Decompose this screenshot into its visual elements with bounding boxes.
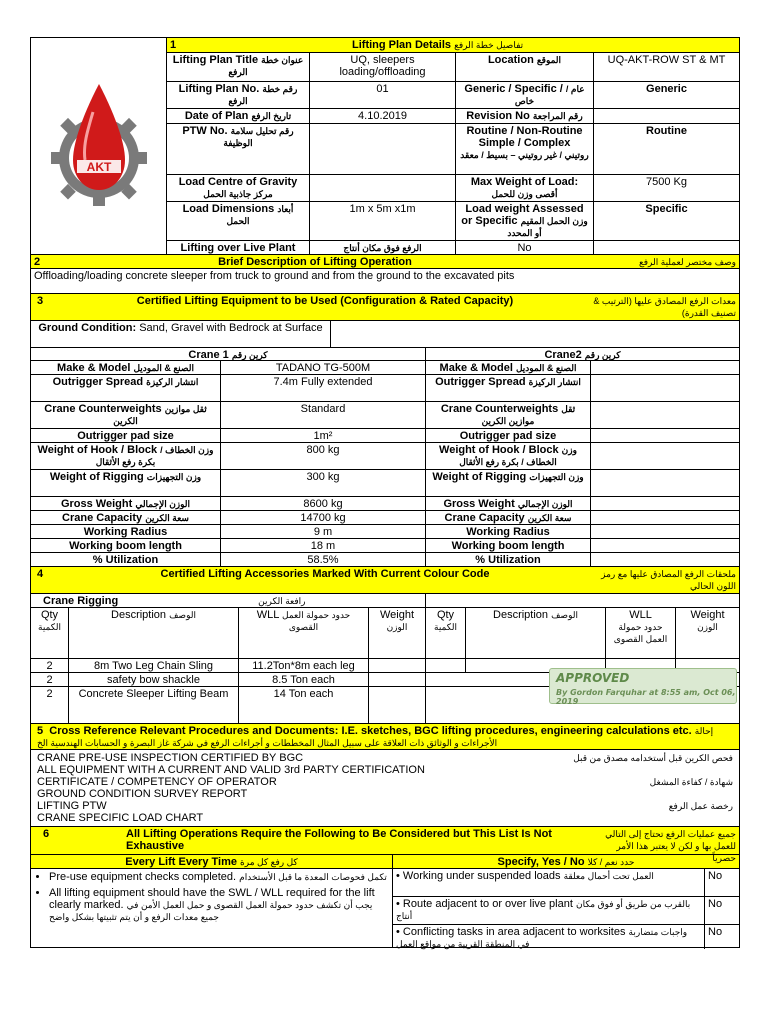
crane-1-spec-value: 58.5%	[221, 553, 426, 566]
section-title-ar: جميع عمليات الرفع تحتاج إلى التالي للعمل بها و لكن لا يعتبر هذا الأمر حصرياً	[605, 829, 736, 863]
spec-label: Crane Counterweights	[440, 403, 559, 415]
spec-label-ar: سعة الكرين	[145, 513, 189, 523]
list-item	[49, 871, 388, 883]
spec-label: Make & Model	[439, 362, 513, 374]
accessory-description: 8m Two Leg Chain Sling	[69, 659, 239, 672]
spec-label: Crane Counterweights	[44, 403, 162, 415]
rigging-row	[31, 594, 739, 608]
description-header-ar: الوصف	[551, 610, 578, 620]
field-label-ar: رقم المراجعة	[532, 111, 583, 121]
specify-list	[393, 869, 739, 947]
wll-header-ar: حدود حمولة العمل القصوى	[282, 610, 351, 632]
weight-header-ar: الوزن	[697, 622, 718, 632]
accessory-qty: 2	[31, 673, 69, 686]
spec-label: Weight of Hook / Block	[439, 444, 559, 456]
crane-1-spec-value: 14700 kg	[221, 511, 426, 524]
crane-2-spec-label	[426, 429, 591, 442]
spec-label-ar: انتشار الركيزة	[528, 377, 581, 387]
reference-line	[31, 800, 739, 812]
wll-header: WLL	[256, 609, 279, 621]
field-label-ar: روتيني / غير روتيني – بسيط / معقد	[460, 150, 589, 160]
weight-header: Weight	[690, 609, 725, 621]
field-label-ar: أقصى وزن للحمل	[491, 189, 558, 199]
section-number: 3	[37, 295, 44, 307]
accessories-header-row	[31, 608, 739, 659]
spec-label-ar: وزن التجهيزات	[146, 472, 202, 482]
section-5-body	[31, 750, 739, 827]
field-label-ar: رقم خطة الرفع	[228, 84, 298, 106]
accessory-wll: 11.2Ton*8m each leg	[239, 659, 369, 672]
crane-spec-row	[31, 443, 739, 470]
detail-row	[167, 241, 739, 254]
crane-1-spec-label	[31, 470, 221, 496]
spec-label: % Utilization	[475, 554, 541, 566]
field-label-ar: عام / خاص	[514, 84, 585, 106]
field-label-ar: الرفع فوق مكان أنتاج	[310, 241, 456, 254]
section-title: Cross Reference Relevant Procedures and Documents: I.E. sketches, BGC lifting procedures, engineering calculations etc.	[49, 725, 692, 737]
spec-label: Outrigger Spread	[435, 376, 526, 388]
spec-label-ar: وزن التجهيزات	[529, 472, 584, 482]
reference-text: CRANE SPECIFIC LOAD CHART	[37, 812, 204, 824]
field-value: No	[456, 241, 594, 254]
operation-description: Offloading/loading concrete sleeper from truck to ground and from the ground to the excavated pits	[34, 270, 515, 282]
section-title-ar: معدات الرفع المصادق عليها (الترتيب & تصنيف القدرة)	[593, 296, 736, 318]
field-label: Lifting over Live Plant	[167, 241, 310, 254]
crane-1-label: Crane 1	[188, 349, 229, 361]
qty-header-ar: الكمية	[38, 622, 61, 632]
section-1-header	[167, 38, 739, 53]
reference-line	[31, 776, 739, 788]
spec-label-ar: الوزن الإجمالي	[135, 499, 191, 509]
spec-label-ar: وزن الخطاف / بكرة رفع الأثقال	[95, 445, 214, 467]
accessory-qty: 2	[31, 687, 69, 723]
spec-label-ar: وزن الخطاف / بكرة رفع الأثقال	[459, 445, 577, 467]
field-label: Generic / Specific /	[464, 83, 563, 95]
crane-1-label-ar: كرين رقم	[231, 350, 268, 360]
section-number: 2	[34, 256, 41, 268]
list-item-text: Route adjacent to or over live plant	[402, 898, 573, 910]
section-title-ar: ملحقات الرفع المصادق عليها مع رمز اللون الحالي	[601, 569, 736, 591]
section-number: 4	[37, 568, 44, 580]
accessory-wll: 8.5 Ton each	[239, 673, 369, 686]
description-header-ar: الوصف	[169, 610, 196, 620]
field-value: 4.10.2019	[310, 109, 456, 123]
section-title-ar: إحالة الأجراءات و الوثائق ذات العلاقة على سبيل المثال المخططات و أجراءات الرفع في شركة غاز البصرة و الحسابات الهندسية الخ	[37, 726, 714, 748]
section-1	[31, 38, 739, 255]
crane-1-spec-label	[31, 539, 221, 552]
crane-1-spec-label	[31, 497, 221, 510]
section-4-header	[31, 567, 739, 594]
spec-label: Outrigger pad size	[459, 430, 557, 442]
crane-2-spec-value	[591, 429, 739, 442]
detail-row	[167, 175, 739, 202]
approved-stamp	[549, 668, 737, 704]
spec-label-ar: الصنع & الموديل	[515, 363, 577, 373]
list-item	[49, 887, 388, 923]
right-column-header: Specify, Yes / No	[497, 856, 585, 868]
reference-line	[31, 752, 739, 764]
spec-label-ar: سعة الكرين	[527, 513, 572, 523]
crane-1-spec-value: 800 kg	[221, 443, 426, 469]
list-item: • Working under suspended loads العمل تحت أحمال معلقة No	[393, 869, 739, 897]
section-title: Certified Lifting Accessories Marked With Current Colour Code	[160, 568, 490, 580]
crane-1-spec-value: 9 m	[221, 525, 426, 538]
list-item-text-ar: بالقرب من طريق أو فوق مكان أنتاج	[396, 899, 691, 921]
reference-text: CERTIFICATE / COMPETENCY OF OPERATOR	[37, 776, 277, 788]
crane-2-spec-value	[591, 443, 739, 469]
field-label-ar: وزن الحمل المقيم أو المحدد	[507, 216, 588, 238]
spec-label-ar: انتشار الركيزة	[146, 377, 199, 387]
left-column-header-ar: كل رفع كل مرة	[240, 857, 298, 867]
crane-1-spec-value: 18 m	[221, 539, 426, 552]
section-title-ar: تفاصيل خطة الرفع	[454, 40, 524, 50]
crane-1-spec-label	[31, 553, 221, 566]
field-label: Date of Plan	[184, 110, 249, 122]
section-number: 6	[43, 828, 50, 840]
answer-value: No	[708, 898, 723, 910]
crane-2-spec-value	[591, 553, 739, 566]
wll-header-ar: حدود حمولة العمل القصوى	[613, 622, 668, 644]
every-lift-list	[31, 869, 393, 947]
spec-label: Working Radius	[466, 526, 550, 538]
reference-line	[31, 764, 739, 776]
reference-text-ar: رخصة عمل الرفع	[668, 801, 733, 811]
stamp-title: APPROVED	[556, 671, 630, 685]
spec-label: % Utilization	[92, 554, 159, 566]
field-label: Load Dimensions	[182, 203, 275, 215]
spec-label: Make & Model	[57, 362, 131, 374]
spec-label: Working boom length	[69, 540, 182, 552]
field-value: UQ, sleepers loading/offloading	[310, 53, 456, 81]
gear-drop-logo-icon	[53, 82, 145, 210]
crane-1-spec-label	[31, 361, 221, 374]
spec-label: Outrigger Spread	[52, 376, 144, 388]
section-5-header	[31, 724, 739, 750]
field-value: Specific	[645, 203, 688, 215]
spec-label: Working Radius	[83, 526, 168, 538]
crane-spec-row	[31, 553, 739, 567]
spec-label-ar: الصنع & الموديل	[133, 363, 194, 373]
field-label: Load weight Assessed or Specific	[461, 203, 584, 227]
section-2-header	[31, 255, 739, 269]
crane-spec-row	[31, 470, 739, 497]
wll-header: WLL	[629, 609, 652, 621]
spec-label: Weight of Hook / Block	[37, 444, 158, 456]
list-item-text: Conflicting tasks in area adjacent to worksites	[402, 926, 626, 938]
crane-1-spec-value: 300 kg	[221, 470, 426, 496]
crane-2-label: Crane2	[544, 349, 582, 361]
crane-2-spec-label	[426, 470, 591, 496]
spec-label: Outrigger pad size	[77, 430, 174, 442]
detail-row	[167, 53, 739, 82]
spec-label: Weight of Rigging	[49, 471, 144, 483]
list-item-text-ar: يجب أن تكشف حدود حمولة العمل القصوى و حمل العمل الأمن في جميع معدات الرفع و أن يتم تثبيتها بشكل واضح	[49, 900, 373, 922]
spec-label-ar: الوزن الإجمالي	[517, 499, 573, 509]
crane-2-spec-value	[591, 402, 739, 428]
rigging-label-ar: رافعة الكرين	[258, 596, 306, 606]
section-title: All Lifting Operations Require the Following to Be Considered but This List Is Not Exhaustive	[126, 828, 552, 852]
section-title: Certified Lifting Equipment to be Used (Configuration & Rated Capacity)	[136, 295, 514, 307]
field-label-ar: تاريخ الرفع	[251, 111, 292, 121]
crane-spec-row	[31, 402, 739, 429]
crane-2-spec-value	[591, 470, 739, 496]
reference-text: GROUND CONDITION SURVEY REPORT	[37, 788, 248, 800]
crane-1-spec-label	[31, 375, 221, 401]
ground-condition-value: Sand, Gravel with Bedrock at Surface	[139, 322, 323, 334]
crane-header-row	[31, 348, 739, 361]
field-label: Lifting Plan Title	[172, 54, 259, 66]
crane-2-spec-value	[591, 539, 739, 552]
weight-header: Weight	[379, 609, 415, 621]
crane-2-spec-label	[426, 525, 591, 538]
spec-label: Gross Weight	[60, 498, 133, 510]
crane-2-label-ar: كرين رقم	[584, 350, 621, 360]
crane-2-spec-value	[591, 511, 739, 524]
crane-2-spec-value	[591, 375, 739, 401]
crane-1-spec-label	[31, 402, 221, 428]
crane-2-spec-label	[426, 443, 591, 469]
crane-2-spec-value	[591, 525, 739, 538]
field-label: Revision No	[466, 110, 530, 122]
answer-value: No	[708, 926, 723, 938]
field-label-ar: مركز جاذبية الحمل	[203, 189, 273, 199]
crane-spec-row	[31, 539, 739, 553]
company-logo	[31, 38, 167, 254]
detail-row	[167, 109, 739, 124]
reference-text: LIFTING PTW	[37, 800, 107, 812]
crane-1-spec-value: 8600 kg	[221, 497, 426, 510]
detail-row	[167, 82, 739, 109]
field-label: Lifting Plan No.	[178, 83, 260, 95]
spec-label: Crane Capacity	[62, 512, 143, 524]
section-2-body	[31, 269, 739, 294]
rigging-label: Crane Rigging	[43, 595, 119, 607]
crane-spec-row	[31, 375, 739, 402]
crane-2-spec-label	[426, 511, 591, 524]
list-item-text-ar: تكمل فحوصات المعدة ما قبل الأستخدام	[239, 872, 387, 882]
crane-spec-row	[31, 429, 739, 443]
field-label-ar: رقم تحليل سلامة الوظيفة	[223, 126, 294, 148]
qty-header-ar: الكمية	[434, 622, 457, 632]
spec-label: Weight of Rigging	[432, 471, 527, 483]
crane-1-spec-label	[31, 511, 221, 524]
stamp-approver: By Gordon Farquhar at 8:55 am, Oct 06, 2019	[556, 688, 736, 706]
spec-label-ar: ثقل موازين الكرين	[481, 404, 576, 426]
field-label: Location	[487, 54, 534, 66]
logo-text: AKT	[86, 160, 111, 174]
qty-header: Qty	[40, 609, 59, 621]
qty-header: Qty	[436, 609, 455, 621]
crane-2-spec-label	[426, 497, 591, 510]
spec-label: Working boom length	[451, 540, 565, 552]
weight-header-ar: الوزن	[386, 622, 408, 632]
field-label: Max Weight of Load:	[470, 176, 579, 188]
section-6-body	[31, 869, 739, 947]
section-title-ar: وصف مختصر لعملية الرفع	[638, 257, 736, 267]
lifting-plan-details	[167, 38, 739, 254]
crane-1-spec-value: TADANO TG-500M	[221, 361, 426, 374]
section-number: 1	[170, 39, 177, 51]
crane-2-spec-label	[426, 402, 591, 428]
crane-spec-table	[31, 361, 739, 567]
reference-text-ar: فحص الكرين قبل أستخدامه مصدق من قبل	[573, 753, 733, 763]
field-value: 7500 Kg	[646, 176, 687, 188]
description-header: Description	[111, 609, 167, 621]
section-6-subheader	[31, 855, 739, 869]
crane-2-spec-label	[426, 361, 591, 374]
spec-label: Gross Weight	[443, 498, 515, 510]
detail-row	[167, 124, 739, 175]
list-item-text-ar: العمل تحت أحمال معلقة	[563, 871, 654, 881]
list-item-text: Pre-use equipment checks completed.	[49, 871, 237, 883]
reference-text: CRANE PRE-USE INSPECTION CERTIFIED BY BGC	[37, 752, 304, 764]
crane-2-spec-value	[591, 497, 739, 510]
accessory-wll: 14 Ton each	[239, 687, 369, 723]
field-value	[594, 109, 739, 123]
list-item-text: Working under suspended loads	[402, 870, 561, 882]
accessory-description: Concrete Sleeper Lifting Beam	[69, 687, 239, 723]
crane-1-spec-label	[31, 525, 221, 538]
field-value: 1m x 5m x1m	[310, 202, 456, 240]
answer-value: No	[708, 870, 723, 882]
description-header: Description	[493, 609, 549, 621]
field-label-ar: الموقع	[536, 55, 562, 65]
lifting-plan-form	[30, 37, 740, 948]
reference-line	[31, 812, 739, 824]
crane-2-spec-label	[426, 539, 591, 552]
crane-spec-row	[31, 525, 739, 539]
field-value	[310, 175, 456, 201]
section-3-header	[31, 294, 739, 321]
crane-1-spec-value: 7.4m Fully extended	[221, 375, 426, 401]
list-item-text-ar: واجبات متضاربة في المنطقة القريبة من مواقع العمل	[396, 927, 688, 949]
reference-line	[31, 788, 739, 800]
crane-spec-row	[31, 511, 739, 525]
crane-2-spec-label	[426, 553, 591, 566]
crane-1-spec-label	[31, 429, 221, 442]
field-value: Routine	[646, 125, 687, 137]
reference-text: ALL EQUIPMENT WITH A CURRENT AND VALID 3rd PARTY CERTIFICATION	[37, 764, 425, 776]
list-item: • Route adjacent to or over live plant بالقرب من طريق أو فوق مكان أنتاج No	[393, 897, 739, 925]
field-label: Load Centre of Gravity	[178, 176, 298, 188]
section-number: 5	[37, 725, 44, 737]
crane-1-spec-label	[31, 443, 221, 469]
detail-row	[167, 202, 739, 241]
crane-1-spec-value: 1m²	[221, 429, 426, 442]
crane-2-spec-value	[591, 361, 739, 374]
left-column-header: Every Lift Every Time	[125, 856, 237, 868]
crane-spec-row	[31, 361, 739, 375]
ground-condition-label: Ground Condition:	[38, 322, 137, 334]
field-value: 01	[310, 82, 456, 108]
section-title: Lifting Plan Details	[352, 39, 452, 51]
field-value: UQ-AKT-ROW ST & MT	[607, 54, 726, 66]
crane-spec-row	[31, 497, 739, 511]
field-label-ar: أبعاد الحمل	[226, 204, 294, 226]
right-column-header-ar: حدد نعم / كلا	[587, 857, 635, 867]
field-label-ar: عنوان خطة الرفع	[228, 55, 304, 77]
spec-label-ar: ثقل موازين الكرين	[113, 404, 207, 426]
section-title: Brief Description of Lifting Operation	[218, 256, 412, 268]
accessory-description: safety bow shackle	[69, 673, 239, 686]
accessory-qty: 2	[31, 659, 69, 672]
field-value: Generic	[646, 83, 687, 95]
crane-2-spec-label	[426, 375, 591, 401]
spec-label: Crane Capacity	[444, 512, 525, 524]
crane-1-spec-value: Standard	[221, 402, 426, 428]
ground-condition-row	[31, 321, 739, 348]
field-value	[310, 124, 456, 174]
list-item: • Conflicting tasks in area adjacent to worksites واجبات متضاربة في المنطقة القريبة من مواقع العمل No	[393, 925, 739, 949]
field-label: Routine / Non-Routine Simple / Complex	[466, 125, 583, 149]
reference-text-ar: شهادة / كفاءة المشغل	[649, 777, 733, 787]
field-label: PTW No.	[182, 125, 228, 137]
list-item-text: All lifting equipment should have the SWL / WLL required for the lift clearly marked.	[49, 887, 375, 911]
